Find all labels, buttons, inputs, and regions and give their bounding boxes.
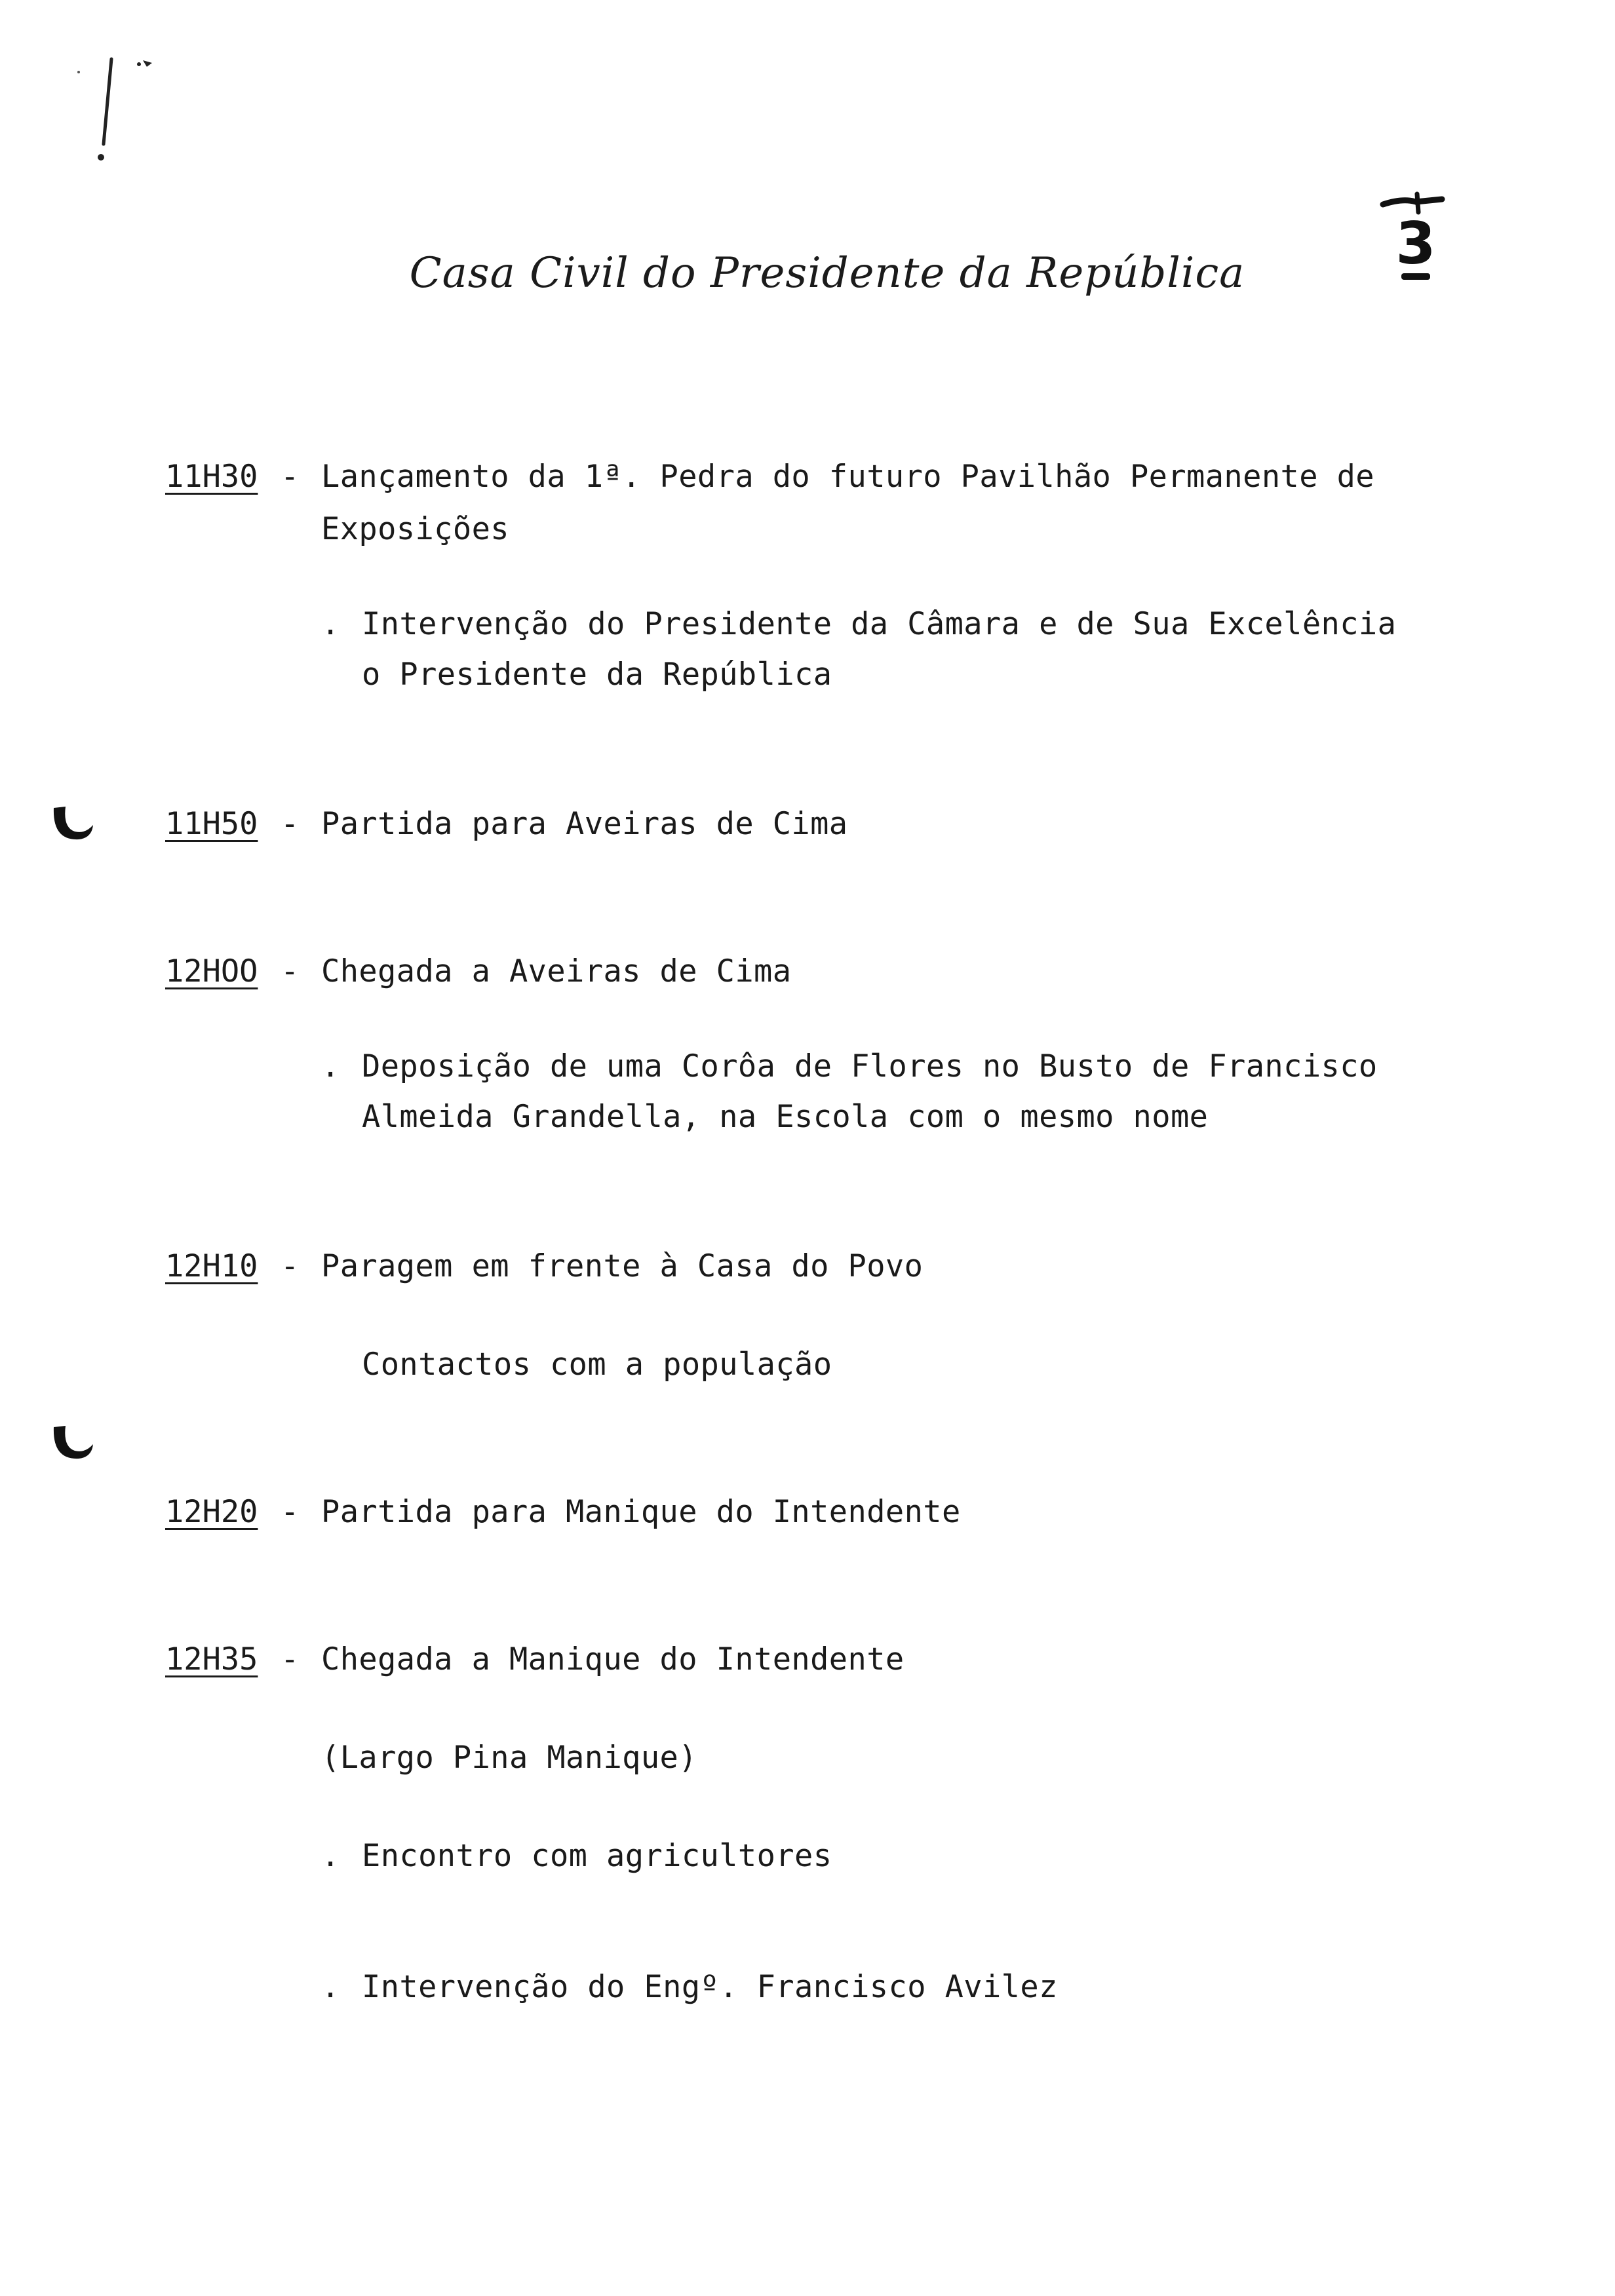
entry-note: Intervenção do Engº. Francisco Avilez (362, 1969, 1058, 2005)
entry-title: Chegada a Manique do Intendente (321, 1641, 905, 1677)
entry-note-continued: Almeida Grandella, na Escola com o mesmo nome (362, 1099, 1209, 1135)
bullet: . (321, 606, 340, 642)
entry-dash: - (281, 1641, 300, 1677)
entry-title-continued: Exposições (321, 511, 509, 547)
entry-time: 11H50 (165, 806, 258, 842)
entry-dash: - (281, 1248, 300, 1284)
entry-title: Partida para Manique do Intendente (321, 1494, 961, 1530)
entry-note-continued: o Presidente da República (362, 657, 832, 693)
entry-dash: - (281, 1494, 300, 1530)
entry-dash: - (281, 806, 300, 842)
page-number-value: 3 (1395, 210, 1436, 277)
entry-time: 12H35 (165, 1641, 258, 1677)
entry-time: 12HOO (165, 953, 258, 989)
entry-note: Intervenção do Presidente da Câmara e de Sua Excelência (362, 606, 1397, 642)
entry-dash: - (281, 459, 300, 495)
entry-title: Partida para Aveiras de Cima (321, 806, 848, 842)
entry-time: 11H30 (165, 459, 258, 495)
punch-hole-mark-lower (46, 1422, 98, 1468)
page-number (1376, 190, 1455, 280)
entry-dash: - (281, 953, 300, 989)
entry-note: Encontro com agricultores (362, 1838, 832, 1874)
entry-title: Paragem em frente à Casa do Povo (321, 1248, 924, 1284)
bullet: . (321, 1838, 340, 1874)
entry-time: 12H10 (165, 1248, 258, 1284)
bullet: . (321, 1969, 340, 2005)
letterhead: Casa Civil do Presidente da República (409, 249, 1245, 297)
entry-note: Deposição de uma Corôa de Flores no Busto de Francisco (362, 1048, 1378, 1084)
pen-mark-top-left (66, 52, 157, 183)
bullet: . (321, 1048, 340, 1084)
entry-title: Lançamento da 1ª. Pedra do futuro Pavilhão Permanente de (321, 459, 1374, 495)
punch-hole-mark-upper (46, 803, 98, 849)
entry-title: Chegada a Aveiras de Cima (321, 953, 792, 989)
entry-time: 12H20 (165, 1494, 258, 1530)
entry-note: Contactos com a população (362, 1347, 832, 1383)
entry-location: (Largo Pina Manique) (321, 1740, 697, 1776)
